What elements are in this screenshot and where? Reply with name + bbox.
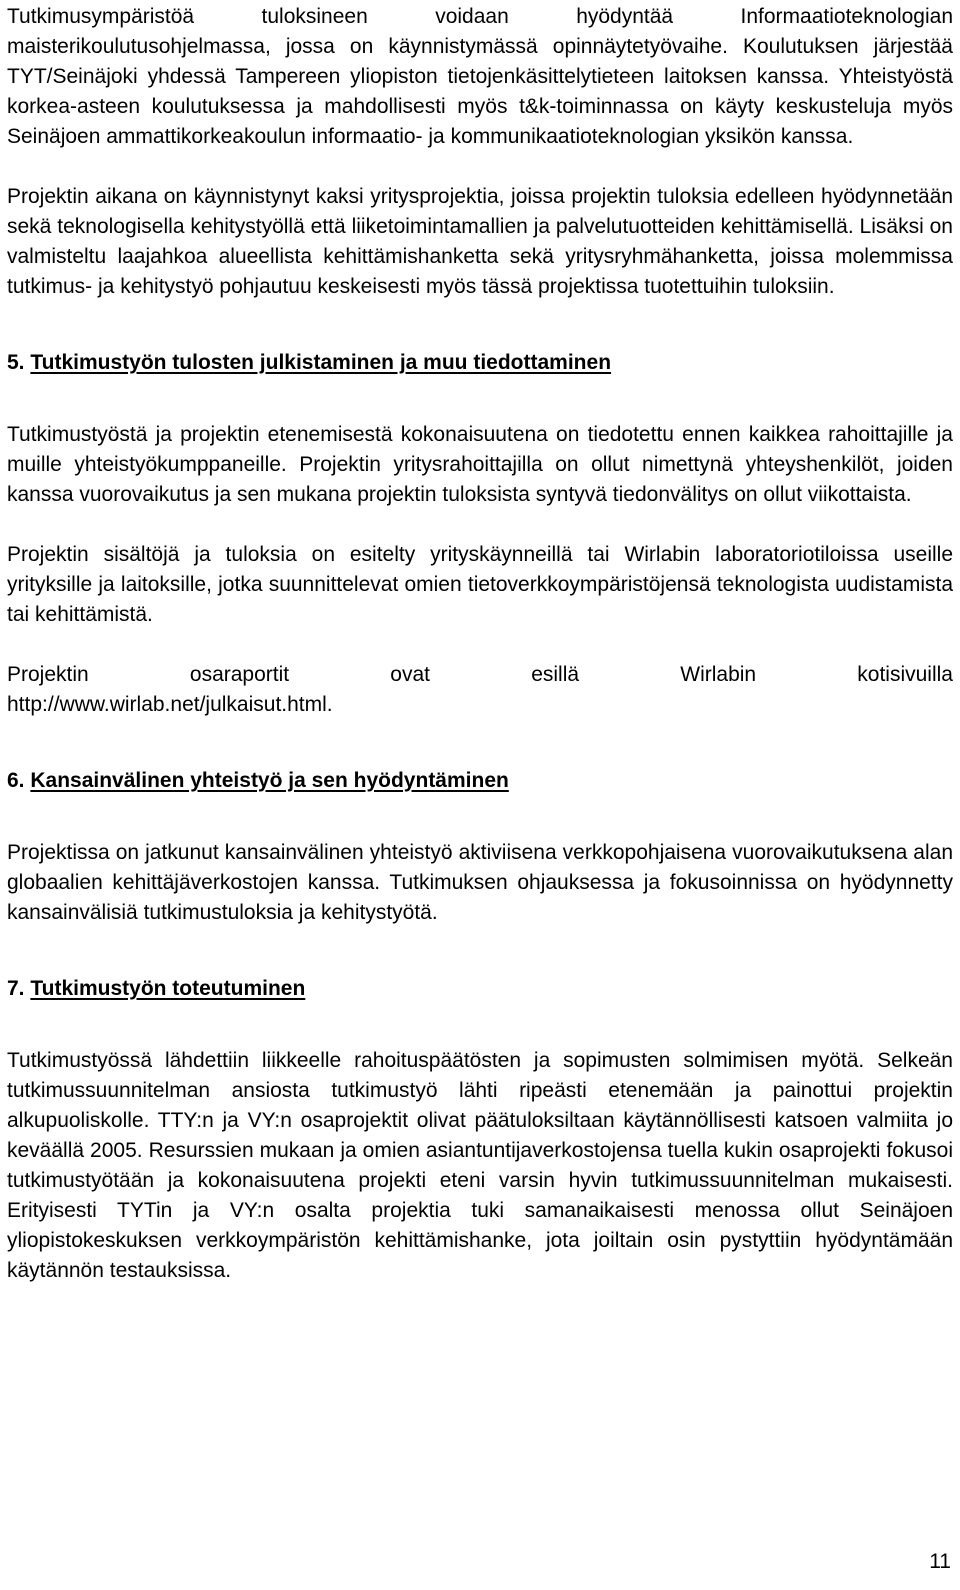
section-5-url: http://www.wirlab.net/julkaisut.html. [7,693,333,716]
section-5-title: Tutkimustyön tulosten julkistaminen ja muu tiedottaminen [30,351,612,374]
section-5-heading [7,348,953,378]
section-6-heading [7,766,953,796]
page-number: 11 [929,1550,951,1573]
document-page [7,2,953,1286]
section-6-title: Kansainvälinen yhteistyö ja sen hyödyntäminen [30,769,509,792]
section-5-number: 5. [7,351,25,374]
section-5-paragraph-2: Projektin sisältöjä ja tuloksia on esitelty yrityskäynneillä tai Wirlabin laboratoriotiloissa useille yrityksille ja laitoksille, jotka suunnittelevat omien tietoverkkoympäristöjensä teknologista uudistamista tai kehittämistä. [7,543,953,626]
section-5-paragraph-3 [7,660,953,690]
section-7-paragraph-1: Tutkimustyössä lähdettiin liikkeelle rahoituspäätösten ja sopimusten solmimisen myötä. Selkeän tutkimussuunnitelman ansiosta tutkimustyö lähti ripeästi etenemään ja painottui projektin alkupuoliskolle. TTY:n ja VY:n osaprojektit olivat päätuloksiltaan käytännöllisesti katsoen valmiita jo keväällä 2005. Resurssien mukaan ja omien asiantuntijaverkostojensa tuella kukin osaprojekti fokusoi tutkimustyötään ja kokonaisuutena projekti eteni varsin hyvin tutkimussuunnitelman mukaisesti. Erityisesti TYTin ja VY:n osalta projektia tuki samanaikaisesti menossa ollut Seinäjoen yliopistokeskuksen verkkoympäristön kehittämishanke, jota joiltain osin pystyttiin hyödyntämään käytännön testauksissa. [7,1049,953,1282]
section-5-paragraph-1: Tutkimustyöstä ja projektin etenemisestä kokonaisuutena on tiedotettu ennen kaikkea rahoittajille ja muille yhteistyökumppaneille. Projektin yritysrahoittajilla on ollut nimettynä yhteyshenkilöt, joiden kanssa vuorovaikutus ja sen mukana projektin tuloksista syntyvä tiedonvälitys on ollut viikottaista. [7,423,953,506]
section-6-number: 6. [7,769,25,792]
paragraph-projects: Projektin aikana on käynnistynyt kaksi yritysprojektia, joissa projektin tuloksia edelleen hyödynnetään sekä teknologisella kehitystyöllä että liiketoimintamallien ja palvelutuotteiden kehittämisellä. Lisäksi on valmisteltu laajahkoa alueellista kehittämishanketta sekä yritysryhmähanketta, joissa molemmissa tutkimus- ja kehitystyö pohjautuu keskeisesti myös tässä projektissa tuotettuihin tuloksiin. [7,185,953,298]
section-7-heading [7,974,953,1004]
section-7-number: 7. [7,977,25,1000]
paragraph-intro: Tutkimusympäristöä tuloksineen voidaan hyödyntää Informaatioteknologian maisterikoulutusohjelmassa, jossa on käynnistymässä opinnäytetyövaihe. Koulutuksen järjestää TYT/Seinäjoki yhdessä Tampereen yliopiston tietojenkäsittelytieteen laitoksen kanssa. Yhteistyöstä korkea-asteen koulutuksessa ja mahdollisesti myös t&k-toiminnassa on käyty keskusteluja myös Seinäjoen ammattikorkeakoulun informaatio- ja kommunikaatioteknologian yksikön kanssa. [7,5,953,148]
section-7-title: Tutkimustyön toteutuminen [30,977,306,1000]
section-5-paragraph-3-text: Projektin osaraportit ovat esillä Wirlabin kotisivuilla [7,663,953,686]
section-6-paragraph-1: Projektissa on jatkunut kansainvälinen yhteistyö aktiviisena verkkopohjaisena vuorovaikutuksena alan globaalien kehittäjäverkostojen kanssa. Tutkimuksen ohjauksessa ja fokusoinnissa on hyödynnetty kansainvälisiä tutkimustuloksia ja kehitystyötä. [7,841,953,924]
